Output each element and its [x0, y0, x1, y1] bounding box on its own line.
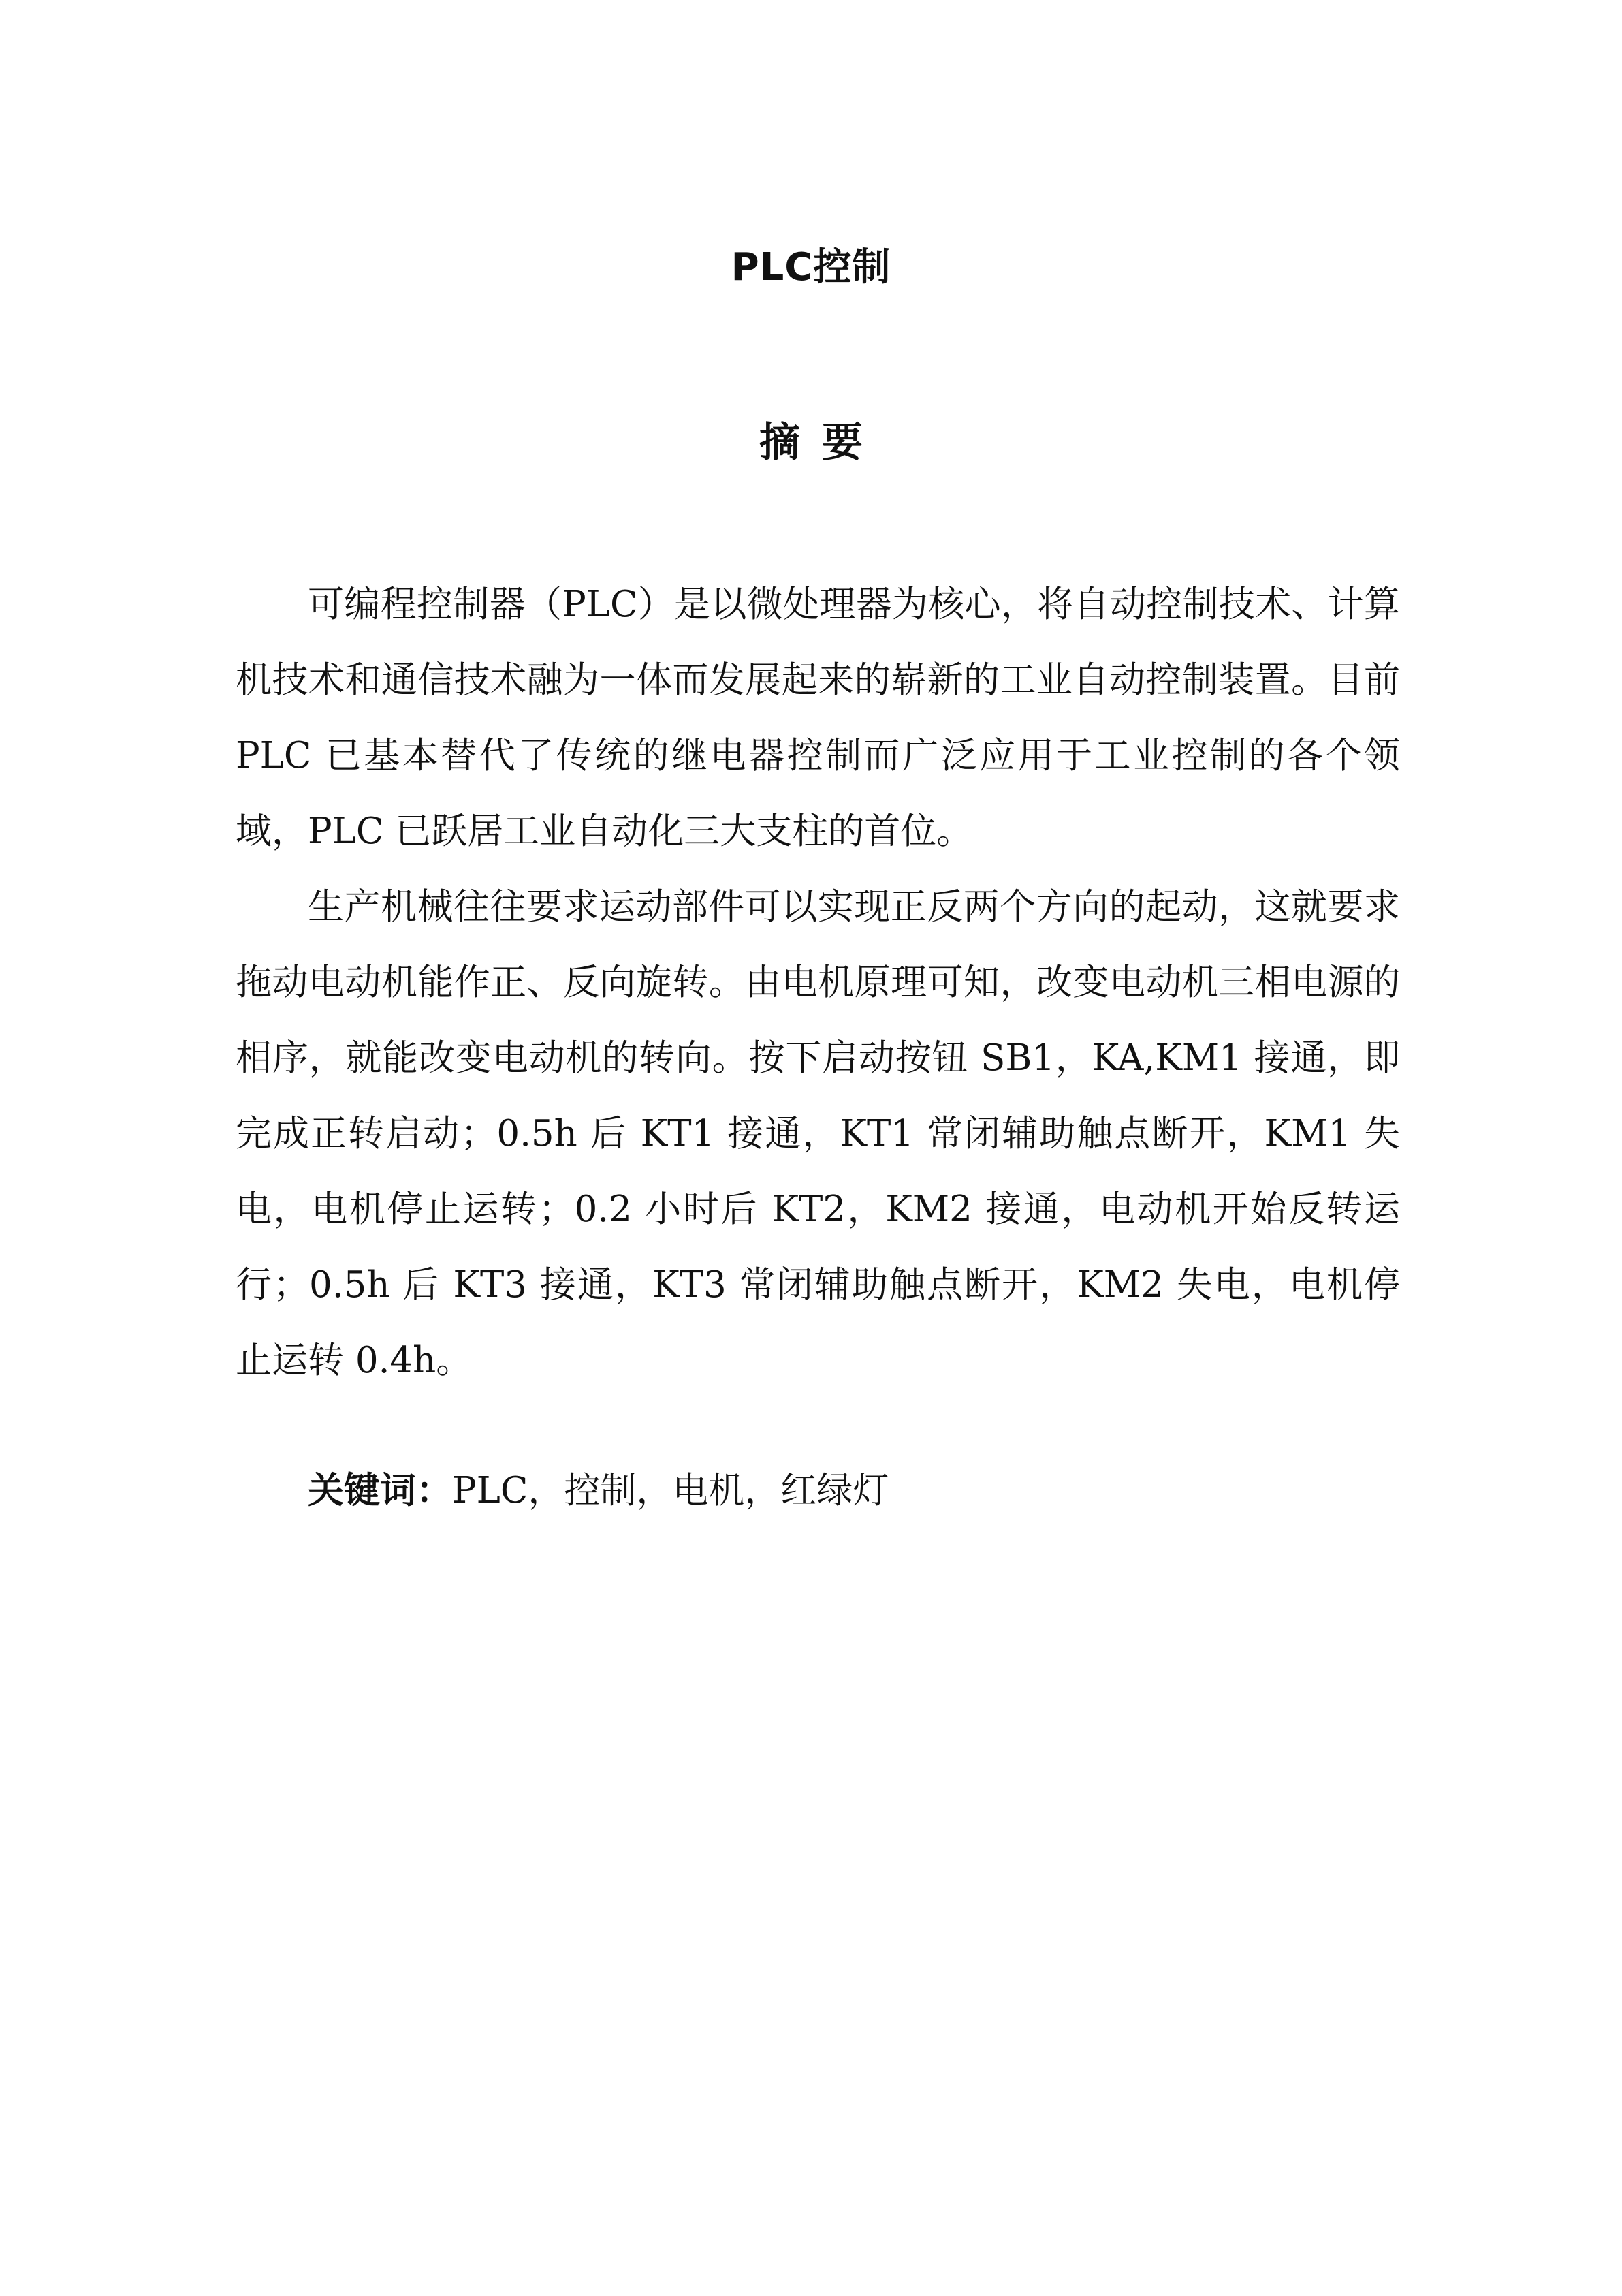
abstract-body: [236, 567, 1400, 1398]
abstract-paragraph-2: 生产机械往往要求运动部件可以实现正反两个方向的起动，这就要求拖动电动机能作正、反向旋转。由电机原理可知，改变电动机三相电源的相序，就能改变电动机的转向。按下启动按钮 SB1，KA,KM1 接通，即完成正转启动；0.5h 后 KT1 接通，KT1 常闭辅助触点断开，KM1 失电，电机停止运转；0.2 小时后 KT2，KM2 接通，电动机开始反转运行；0.5h 后 KT3 接通，KT3 常闭辅助触点断开，KM2 失电，电机停止运转 0.4h。: [236, 886, 1400, 1381]
abstract-heading: 摘要: [759, 419, 885, 467]
abstract-paragraph-1: 可编程控制器（PLC）是以微处理器为核心，将自动控制技术、计算机技术和通信技术融为一体而发展起来的崭新的工业自动控制装置。目前 PLC 已基本替代了传统的继电器控制而广泛应用于工业控制的各个领域，PLC 已跃居工业自动化三大支柱的首位。: [236, 584, 1400, 852]
keywords-label: 关键词：: [308, 1470, 452, 1511]
keywords-line: [308, 1464, 889, 1518]
document-title: PLC控制: [731, 245, 891, 289]
keywords-text: PLC，控制，电机，红绿灯: [452, 1470, 889, 1511]
